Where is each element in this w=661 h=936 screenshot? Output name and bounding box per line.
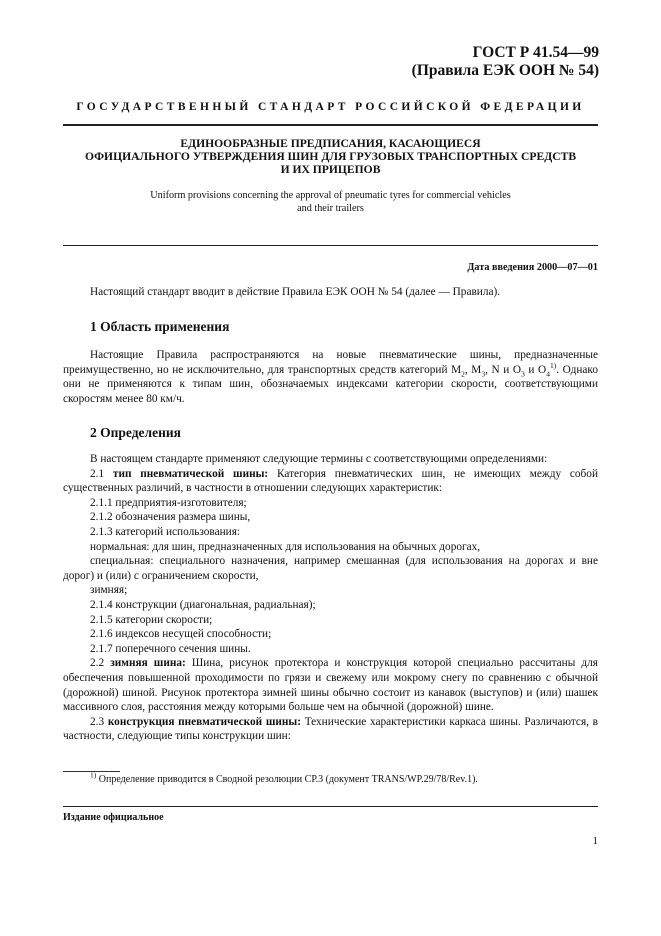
list-item: 2.1.5 категории скорости;: [90, 613, 213, 626]
footnote-text: Определение приводится в Сводной резолюции СР.3 (документ TRANS/WP.29/78/Rev.1).: [96, 774, 478, 785]
section-2-heading: 2 Определения: [90, 425, 181, 440]
standard-code-block: [412, 44, 599, 80]
introduction-date: Дата введения 2000—07—01: [467, 262, 598, 273]
english-title-line-2: and their trailers: [297, 203, 364, 214]
section-1-body: [63, 348, 598, 406]
list-item: зимняя;: [90, 584, 128, 597]
definition-2-1: [63, 467, 598, 496]
footnote-mark: 1): [90, 770, 97, 780]
def-2-3-number: 2.3: [90, 715, 108, 728]
def-2-3-text: Технические характеристики каркаса шины. Различаются, в частности, следующие типы конструкции шин:: [63, 715, 598, 743]
def-2-3-term: конструкция пневматической шины:: [107, 715, 301, 728]
footer-divider: [63, 806, 598, 807]
document-title: [63, 137, 598, 176]
title-line-2: ОФИЦИАЛЬНОГО УТВЕРЖДЕНИЯ ШИН ДЛЯ ГРУЗОВЫХ ТРАНСПОРТНЫХ СРЕДСТВ: [84, 150, 577, 163]
state-standard-heading: ГОСУДАРСТВЕННЫЙ СТАНДАРТ РОССИЙСКОЙ ФЕДЕРАЦИИ: [76, 101, 585, 113]
list-item: 2.1.6 индексов несущей способности;: [90, 628, 272, 641]
intro-paragraph: [63, 285, 598, 300]
list-item: 2.1.7 поперечного сечения шины.: [90, 642, 251, 655]
scope-text-a: Настоящие Правила распространяются на новые пневматические шины, предназначенные преимущественно, но не исключительно, для транспортных средств категорий M: [63, 349, 598, 376]
def-2-2-text: Шина, рисунок протектора и конструкция которой специально рассчитаны для обеспечения повышенной проходимости по грязи и свежему или мокрому снегу по сравнению с обычной (дорожной) шиной. Рисунок протектора зимней шины обычно состоит из канавок (выступов) и (или) шашек массивного слоя, расстояния между которыми больше чем на обычной (дорожной) шине.: [63, 657, 598, 714]
definitions-intro: В настоящем стандарте применяют следующие термины с соответствующими определениями:: [90, 453, 548, 465]
title-divider: [63, 245, 598, 246]
english-title-line-1: Uniform provisions concerning the approval of pneumatic tyres for commercial vehicles: [150, 190, 511, 201]
title-line-1: ЕДИНООБРАЗНЫЕ ПРЕДПИСАНИЯ, КАСАЮЩИЕСЯ: [180, 137, 481, 150]
official-edition-label: Издание официальное: [63, 812, 164, 823]
page-number: 1: [592, 835, 598, 847]
scope-paragraph: [63, 348, 598, 406]
list-item: специальная: специального назначения, например смешанная (для использования на дорогах и вне дорог) и (или) с ограничением скорости,: [63, 555, 598, 582]
list-item: нормальная: для шин, предназначенных для использования на обычных дорогах,: [90, 540, 481, 553]
subscript-o4: 4: [546, 368, 550, 378]
definition-2-2: [63, 656, 598, 714]
def-2-1-term: тип пневматической шины:: [112, 467, 269, 480]
section-2-body: [63, 452, 598, 744]
section-1-heading: 1 Область применения: [90, 319, 230, 334]
def-2-2-number: 2.2: [90, 657, 111, 670]
standard-code: ГОСТ Р 41.54—99: [472, 44, 599, 61]
list-item: 2.1.4 конструкции (диагональная, радиальная);: [90, 598, 316, 611]
definition-2-3: [63, 715, 598, 744]
subscript-m2: 2: [461, 368, 465, 378]
subscript-o3: 3: [521, 368, 525, 378]
def-2-1-text: Категория пневматических шин, не имеющих между собой существенных различий, в частности в отношении следующих характеристик:: [63, 467, 598, 495]
title-line-3: И ИХ ПРИЦЕПОВ: [280, 163, 381, 176]
scope-text-d: . Однако они не применяются к типам шин, обозначаемых индексами категории скорости, соответствующими скоростям менее 80 км/ч.: [63, 363, 598, 405]
footnote: [90, 770, 478, 785]
def-2-2-term: зимняя шина:: [110, 657, 186, 670]
list-item: 2.1.1 предприятия-изготовителя;: [90, 496, 247, 509]
list-item: 2.1.2 обозначения размера шины,: [90, 511, 251, 524]
scope-sep: , M: [464, 363, 482, 376]
english-title: [63, 189, 598, 215]
subscript-m3: 3: [481, 368, 486, 378]
intro-text: Настоящий стандарт вводит в действие Правила ЕЭК ООН № 54 (далее — Правила).: [90, 286, 501, 298]
scope-text-b: , N и O: [485, 363, 522, 376]
rules-reference: (Правила ЕЭК ООН № 54): [411, 62, 599, 79]
list-item: 2.1.3 категорий использования:: [90, 525, 241, 538]
def-2-1-number: 2.1: [90, 467, 113, 480]
footnote-ref: 1): [549, 360, 557, 370]
scope-text-c: и O: [524, 363, 547, 376]
header-divider: [63, 124, 598, 126]
